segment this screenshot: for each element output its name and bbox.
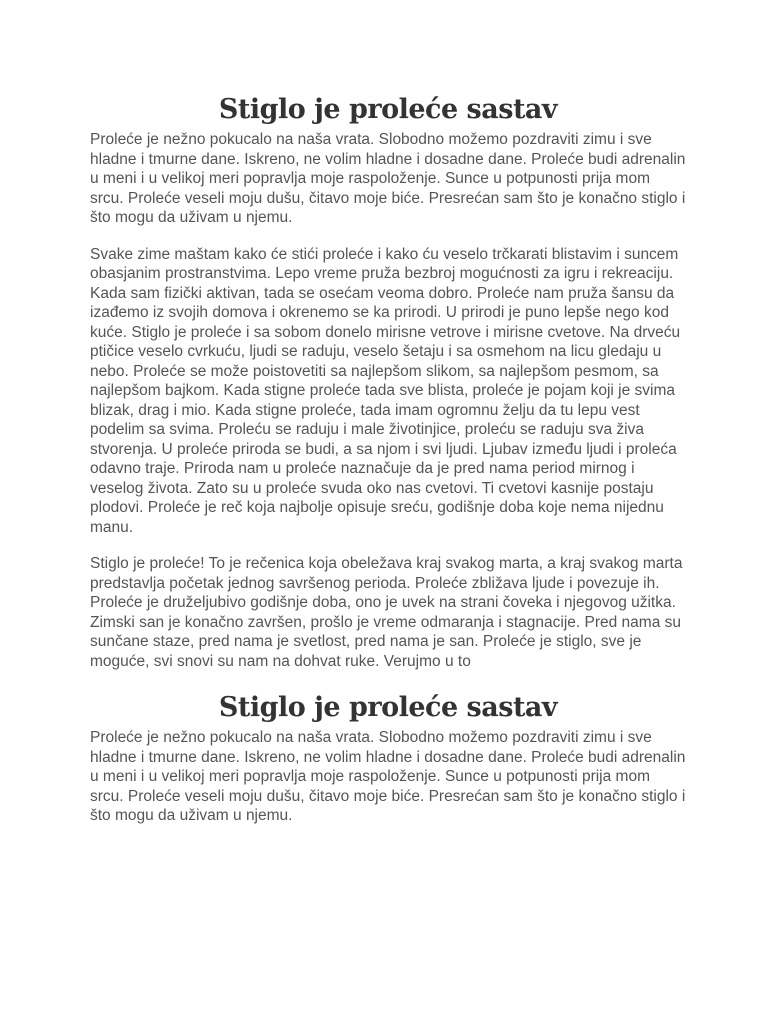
essay-paragraph: Svake zime maštam kako će stići proleće i kako ću veselo trčkarati blistavim i suncem obasjanim prostranstvima. Lepo vreme pruža bezbroj mogućnosti za igru i rekreaciju. Kada sam fizički aktivan, tada se osećam veoma dobro. Proleće nam pruža šansu da izađemo iz svojih domova i okrenemo se ka prirodi. U prirodi je puno lepše nego kod kuće. Stiglo je proleće i sa sobom donelo mirisne vetrove i mirisne cvetove. Na drveću ptičice veselo cvrkuću, ljudi se raduju, veselo šetaju i sa osmehom na licu gledaju u nebo. Proleće se može poistovetiti sa najlepšom slikom, sa najlepšom pesmom, sa najlepšom bajkom. Kada stigne proleće tada sve blista, proleće je pojam koji je svima blizak, drag i mio. Kada stigne proleće, tada imam ogromnu želju da tu lepu vest podelim sa svima. Proleću se raduju i male životinjice, proleću se raduju sva živa stvorenja. U proleće priroda se budi, a sa njom i svi ljudi. Ljubav između ljudi i proleća odavno traje. Priroda nam u proleće naznačuje da je pred nama period mirnog i veselog života. Zato su u proleće svuda oko nas cvetovi. Ti cvetovi kasnije postaju plodovi. Proleće je reč koja najbolje opisuje sreću, godišnje doba koje nema nijednu manu. — [90, 245, 681, 536]
essay-section-1 — [90, 90, 686, 671]
essay-paragraph: Proleće je nežno pokucalo na naša vrata. Slobodno možemo pozdraviti zimu i sve hladne i tmurne dane. Iskreno, ne volim hladne i dosadne dane. Proleće budi adrenalin u meni i u velikoj meri popravlja moje raspoloženje. Sunce u potpunosti prija mom srcu. Proleće veseli moju dušu, čitavo moje biće. Presrećan sam što je konačno stiglo i što mogu da uživam u njemu. — [90, 131, 686, 226]
essay-section-2 — [90, 688, 686, 826]
document-page — [90, 90, 686, 843]
essay-paragraph: Stiglo je proleće! To je rečenica koja obeležava kraj svakog marta, a kraj svakog marta predstavlja početak jednog savršenog perioda. Proleće zbližava ljude i povezuje ih. Proleće je druželjubivo godišnje doba, ono je uvek na strani čoveka i njegovog užitka. Zimski san je konačno završen, prošlo je vreme odmaranja i stagnacije. Pred nama su sunčane staze, pred nama je svetlost, pred nama je san. Proleće je stiglo, sve je moguće, svi snovi su nam na dohvat ruke. Verujmo u to — [90, 555, 683, 670]
essay-title: Stiglo je proleće sastav — [218, 94, 558, 125]
essay-paragraph: Proleće je nežno pokucalo na naša vrata. Slobodno možemo pozdraviti zimu i sve hladne i tmurne dane. Iskreno, ne volim hladne i dosadne dane. Proleće budi adrenalin u meni i u velikoj meri popravlja moje raspoloženje. Sunce u potpunosti prija mom srcu. Proleće veseli moju dušu, čitavo moje biće. Presrećan sam što je konačno stiglo i što mogu da uživam u njemu. — [90, 729, 686, 824]
essay-title: Stiglo je proleće sastav — [218, 692, 558, 723]
